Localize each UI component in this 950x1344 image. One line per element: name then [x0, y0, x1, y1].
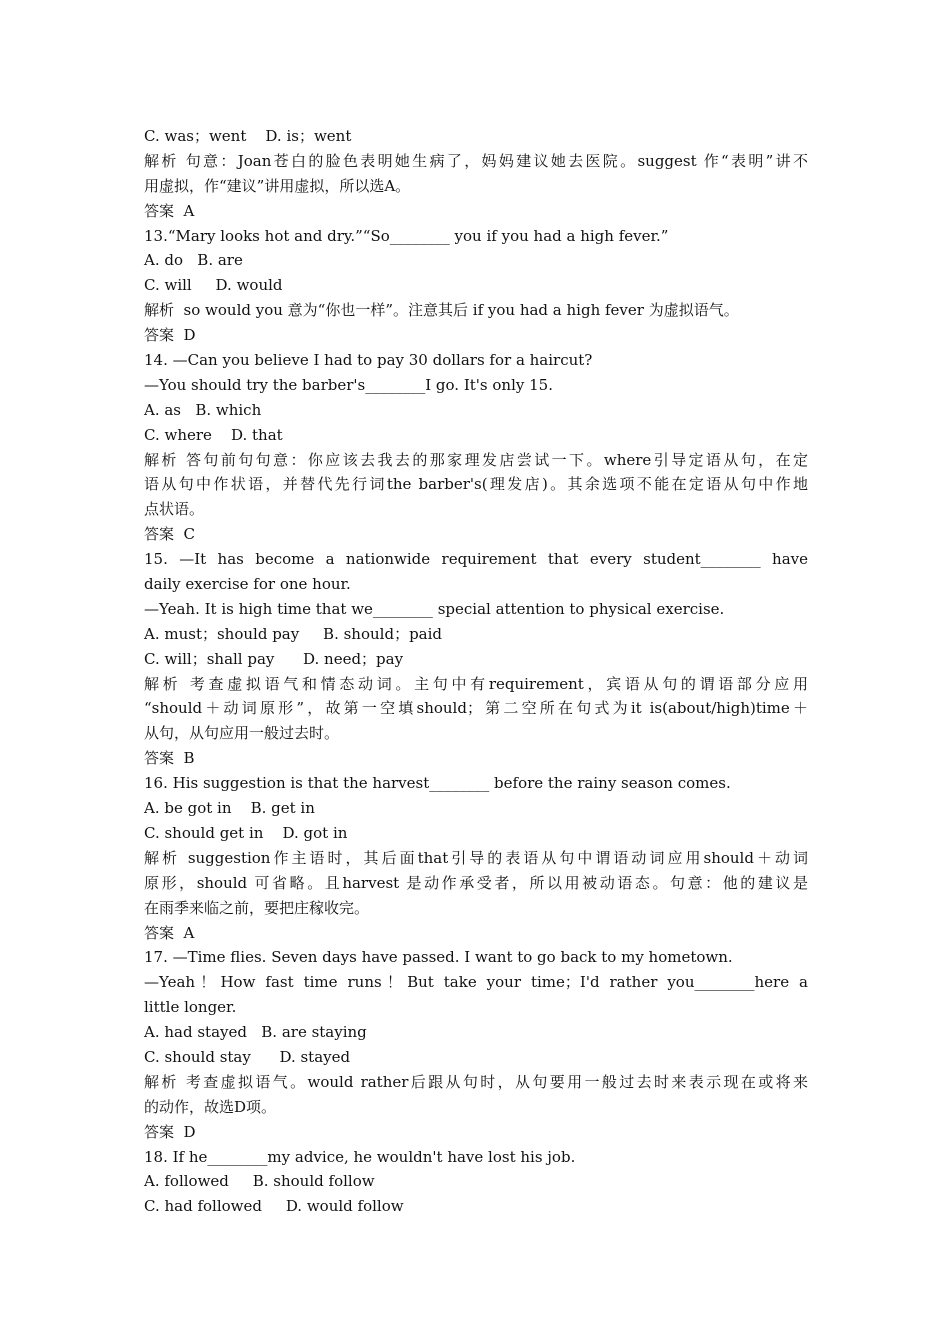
question-line: 13.“Mary looks hot and dry.”“So________ you if you had a high fever.”: [144, 226, 669, 245]
question-line: 18. If he________my advice, he wouldn't have lost his job.: [144, 1147, 576, 1166]
option-line: C. should stay D. stayed: [144, 1047, 351, 1066]
answer-line: 答案 A: [144, 923, 195, 942]
text-line: 从句，从句应用一般过去时。: [144, 724, 340, 743]
option-line: A. be got in B. get in: [144, 799, 315, 818]
option-line: A. must；should pay B. should；paid: [144, 624, 443, 643]
text-line: 解析 句意：Joan苍白的脸色表明她生病了，妈妈建议她去医院。suggest 作“表明”讲不: [144, 151, 808, 170]
question-line: daily exercise for one hour.: [144, 575, 351, 594]
question-line: 17. —Time flies. Seven days have passed. I want to go back to my hometown.: [144, 948, 733, 967]
answer-line: 答案 D: [144, 1122, 196, 1141]
text-line: 语从句中作状语，并替代先行词the barber's(理发店)。其余选项不能在定语从句中作地: [144, 475, 808, 494]
text-line: 解析 suggestion作主语时，其后面that引导的表语从句中谓语动词应用should＋动词: [144, 848, 808, 867]
text-line: 解析 考查虚拟语气和情态动词。主句中有requirement，宾语从句的谓语部分应用: [144, 674, 808, 693]
question-line: 16. His suggestion is that the harvest________ before the rainy season comes.: [144, 774, 731, 793]
option-line: C. had followed D. would follow: [144, 1197, 404, 1216]
text-line: “should＋动词原形”，故第一空填should；第二空所在句式为it is(about/high)time＋: [144, 699, 808, 718]
text-line: 的动作，故选D项。: [144, 1097, 277, 1116]
answer-line: 答案 B: [144, 749, 195, 768]
option-line: A. as B. which: [144, 400, 262, 419]
answer-line: 答案 C: [144, 525, 196, 544]
text-line: 解析 答句前句句意：你应该去我去的那家理发店尝试一下。where引导定语从句，在定: [144, 450, 808, 469]
question-line: —You should try the barber's________I go. It's only 15.: [144, 375, 553, 394]
option-line: C. will；shall pay D. need；pay: [144, 649, 404, 668]
document-body: [144, 124, 808, 1219]
text-line: 用虚拟，作“建议”讲用虚拟，所以选A。: [144, 176, 411, 195]
question-line: 14. —Can you believe I had to pay 30 dollars for a haircut?: [144, 351, 593, 370]
text-line: 点状语。: [144, 500, 205, 519]
text-line: 解析 考查虚拟语气。would rather后跟从句时，从句要用一般过去时来表示现在或将来: [144, 1072, 808, 1091]
question-line: little longer.: [144, 998, 237, 1017]
text-line: 解析 so would you 意为“你也一样”。注意其后 if you had a high fever 为虚拟语气。: [144, 301, 739, 320]
option-line: C. where D. that: [144, 425, 283, 444]
question-line: —Yeah. It is high time that we________ special attention to physical exercise.: [144, 599, 725, 618]
option-line: A. followed B. should follow: [144, 1172, 375, 1191]
option-line: C. should get in D. got in: [144, 823, 348, 842]
answer-line: 答案 D: [144, 326, 196, 345]
text-line: 原形，should 可省略。且harvest 是动作承受者，所以用被动语态。句意：他的建议是: [144, 873, 808, 892]
question-line: —Yeah！How fast time runs！But take your time；I'd rather you________here a: [144, 973, 808, 992]
text-line: 在雨季来临之前，要把庄稼收完。: [144, 898, 370, 917]
question-line: 15. —It has become a nationwide requirement that every student________ have: [144, 550, 808, 569]
option-line: C. will D. would: [144, 276, 283, 295]
option-line: A. do B. are: [144, 251, 243, 270]
answer-line: 答案 A: [144, 201, 195, 220]
text-line: C. was；went D. is；went: [144, 127, 352, 145]
option-line: A. had stayed B. are staying: [144, 1023, 367, 1042]
